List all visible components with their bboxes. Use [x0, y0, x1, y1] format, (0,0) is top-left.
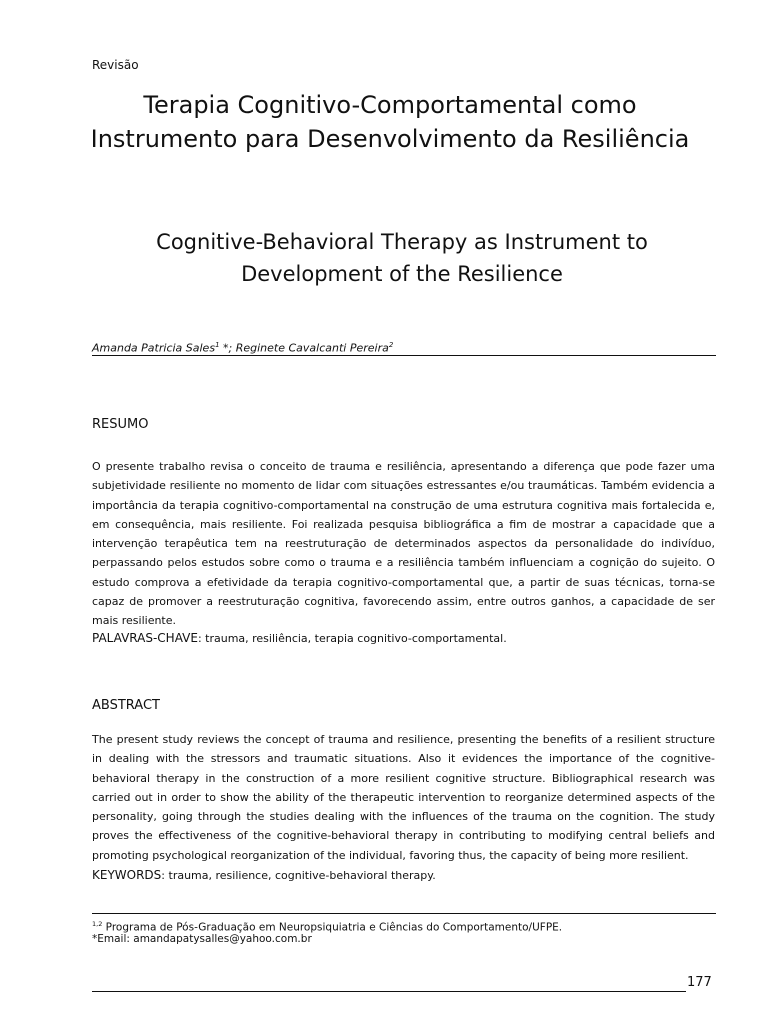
title-pt-line1: Terapia Cognitivo-Comportamental como — [143, 91, 637, 119]
authors-divider — [92, 355, 716, 356]
title-english — [40, 226, 764, 290]
authors-line — [92, 338, 712, 356]
author1-name: Amanda Patricia Sales — [92, 341, 216, 355]
title-pt-line2: Instrumento para Desenvolvimento da Resiliência — [90, 125, 690, 153]
resumo-heading: RESUMO — [92, 417, 149, 432]
page-number-rule — [92, 991, 686, 992]
keywords-label: KEYWORDS — [92, 868, 162, 882]
footnote-mark: 1,2 — [92, 920, 103, 928]
keywords-values: : trauma, resilience, cognitive-behavioral therapy. — [161, 869, 436, 882]
author1-affiliation-mark: 1 — [215, 341, 220, 349]
title-portuguese — [40, 88, 740, 156]
abstract-heading: ABSTRACT — [92, 698, 160, 713]
footnote-affiliation-text: Programa de Pós-Graduação em Neuropsiquiatria e Ciências do Comportamento/UFPE. — [102, 921, 563, 934]
abstract-text: The present study reviews the concept of trauma and resilience, presenting the benefits of a resilient structure in dealing with the stressors and traumatic situations. Also it evidences the importance of the cognitive-behavioral therapy in the construction of a more resilient cognitive structure. Bibliographical research was carried out in order to show the ability of the therapeutic intervention to reorganize determined aspects of the personality, going through the studies dealing with the influences of the trauma on the cognition. The study proves the effectiveness of the cognitive-behavioral therapy in contributing to modifying central beliefs and promoting psychological reorganization of the individual, favoring thus, the capacity of being more resilient. — [92, 733, 715, 862]
title-en-line2: Development of the Resilience — [241, 262, 563, 286]
title-en-line1: Cognitive-Behavioral Therapy as Instrument to — [156, 230, 648, 254]
palavras-chave-label: PALAVRAS-CHAVE — [92, 631, 198, 645]
footnote-email: *Email: amandapatysalles@yahoo.com.br — [92, 933, 312, 945]
palavras-chave-values: : trauma, resiliência, terapia cognitivo-comportamental. — [197, 632, 507, 645]
author2-name: *; Reginete Cavalcanti Pereira — [219, 341, 389, 355]
page-number: 177 — [687, 975, 712, 990]
section-label: Revisão — [92, 58, 139, 72]
author2-affiliation-mark: 2 — [388, 341, 394, 349]
palavras-chave — [92, 629, 715, 648]
keywords — [92, 866, 715, 885]
resumo-text: O presente trabalho revisa o conceito de trauma e resiliência, apresentando a diferença que pode fazer uma subjetividade resiliente no momento de lidar com situações estressantes e/ou traumáticas. Também evidencia a importância da terapia cognitivo-comportamental na construção de uma estrutura cognitiva mais fortalecida e, em consequência, mais resiliente. Foi realizada pesquisa bibliográfica a fim de mostrar a capacidade que a intervenção terapêutica tem na reestruturação de determinados aspectos da personalidade do indivíduo, perpassando pelos estudos sobre como o trauma e a resiliência também influenciam a cognição do sujeito. O estudo comprova a efetividade da terapia cognitivo-comportamental que, a partir de suas técnicas, torna-se capaz de promover a reestruturação cognitiva, favorecendo assim, entre outros ganhos, a capacidade de ser mais resiliente. — [92, 460, 715, 628]
footnote-divider — [92, 913, 716, 914]
